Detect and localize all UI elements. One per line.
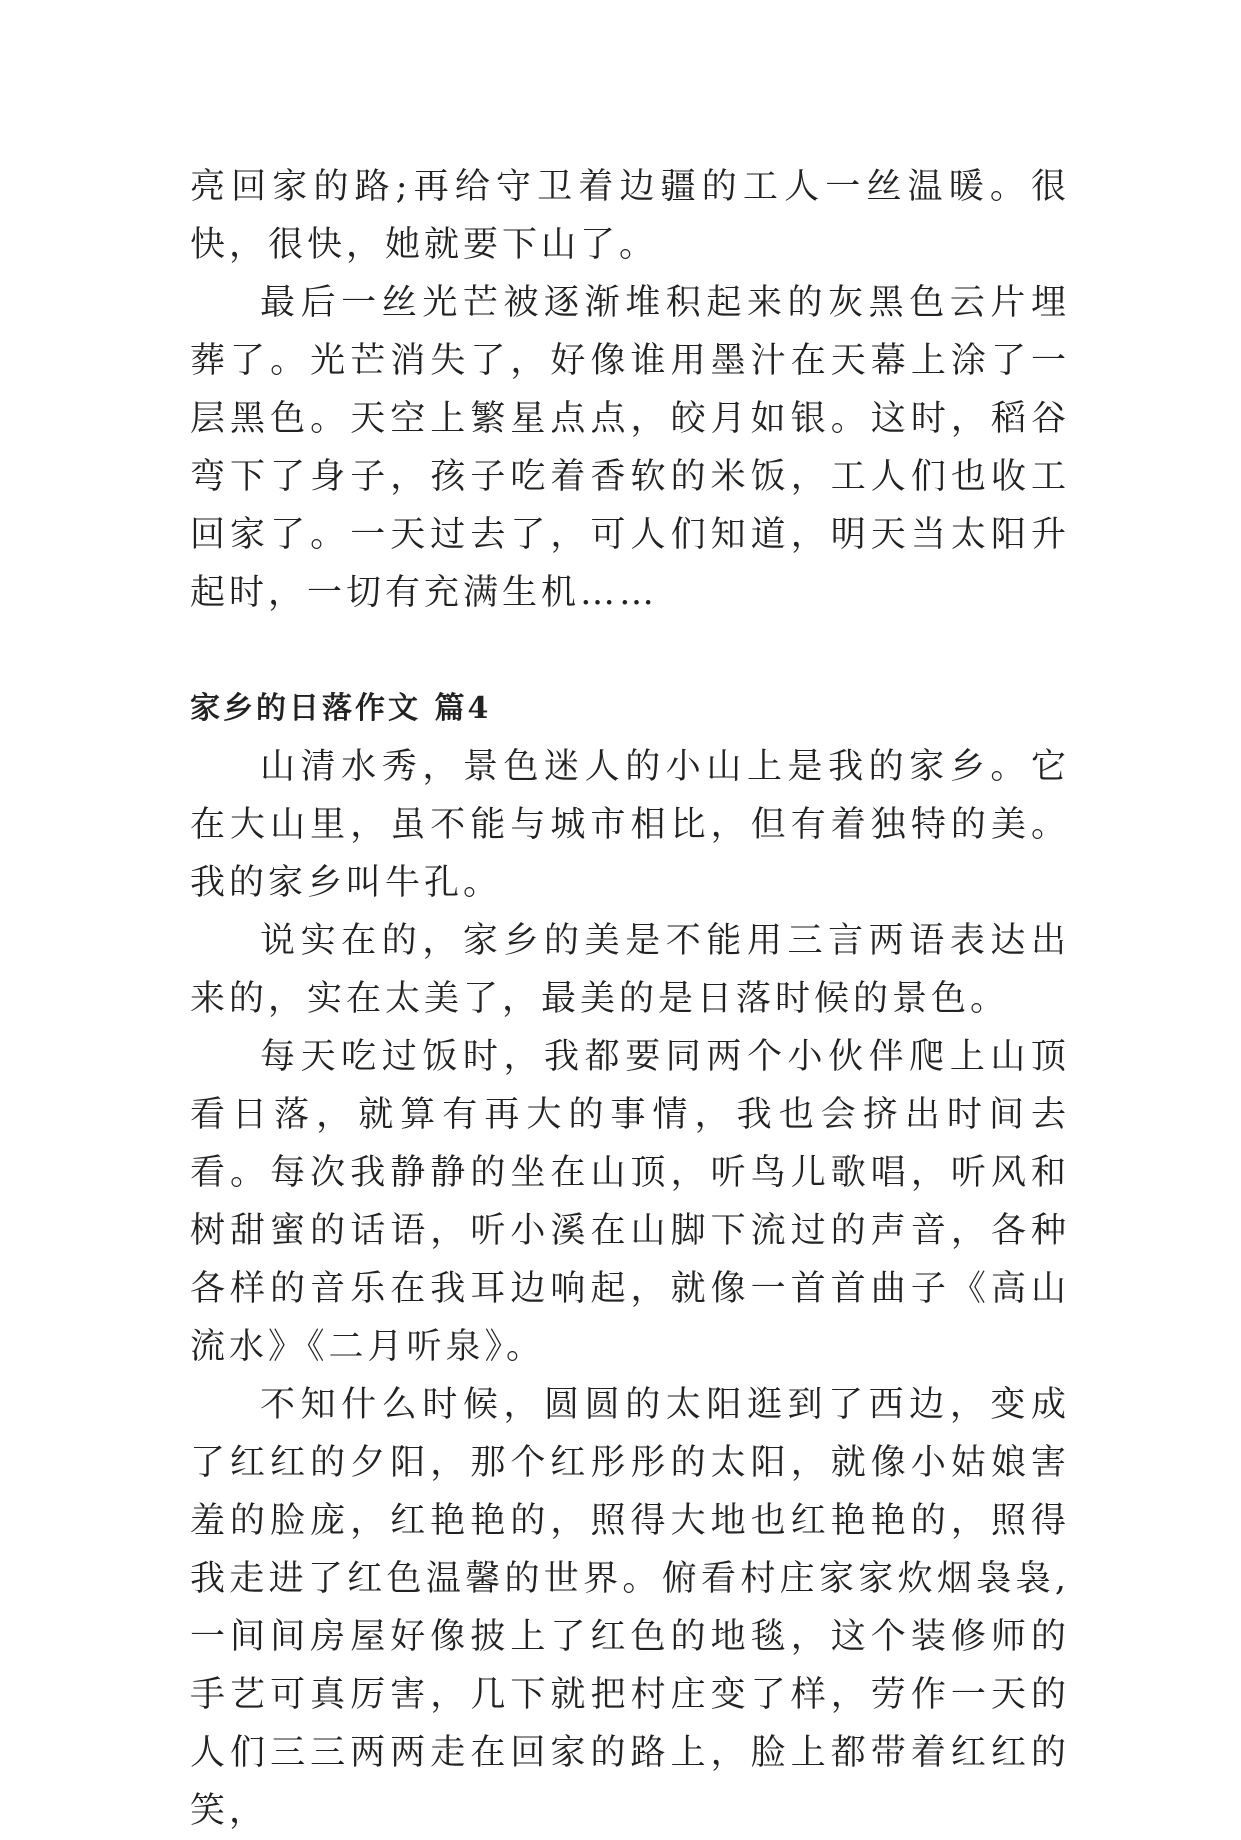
paragraph: 说实在的，家乡的美是不能用三言两语表达出来的，实在太美了，最美的是日落时候的景色。 <box>190 921 1070 1019</box>
paragraph: 每天吃过饭时，我都要同两个小伙伴爬上山顶看日落，就算有再大的事情，我也会挤出时间去看。每次我静静的坐在山顶，听鸟儿歌唱，听风和树甜蜜的话语，听小溪在山脚下流过的声音，各种各样的音乐在我耳边响起，就像一首首曲子《高山流水》《二月听泉》。 <box>190 1037 1070 1367</box>
paragraph: 最后一丝光芒被逐渐堆积起来的灰黑色云片埋葬了。光芒消失了，好像谁用墨汁在天幕上涂了一层黑色。天空上繁星点点，皎月如银。这时，稻谷弯下了身子，孩子吃着香软的米饭，工人们也收工回家了。一天过去了，可人们知道，明天当太阳升起时，一切有充满生机…… <box>190 283 1070 613</box>
paragraph: 山清水秀，景色迷人的小山上是我的家乡。它在大山里，虽不能与城市相比，但有着独特的美。我的家乡叫牛孔。 <box>190 747 1070 903</box>
paragraph: 不知什么时候，圆圆的太阳逛到了西边，变成了红红的夕阳，那个红彤彤的太阳，就像小姑娘害羞的脸庞，红艳艳的，照得大地也红艳艳的，照得我走进了红色温馨的世界。俯看村庄家家炊烟袅袅,一间间房屋好像披上了红色的地毯，这个装修师的手艺可真厉害，几下就把村庄变了样，劳作一天的人们三三两两走在回家的路上，脸上都带着红红的笑， <box>190 1385 1070 1831</box>
document-body <box>190 158 1070 1840</box>
paragraph-continuation: 亮回家的路;再给守卫着边疆的工人一丝温暖。很快，很快，她就要下山了。 <box>190 167 1070 265</box>
section-heading: 家乡的日落作文 篇4 <box>190 691 492 726</box>
